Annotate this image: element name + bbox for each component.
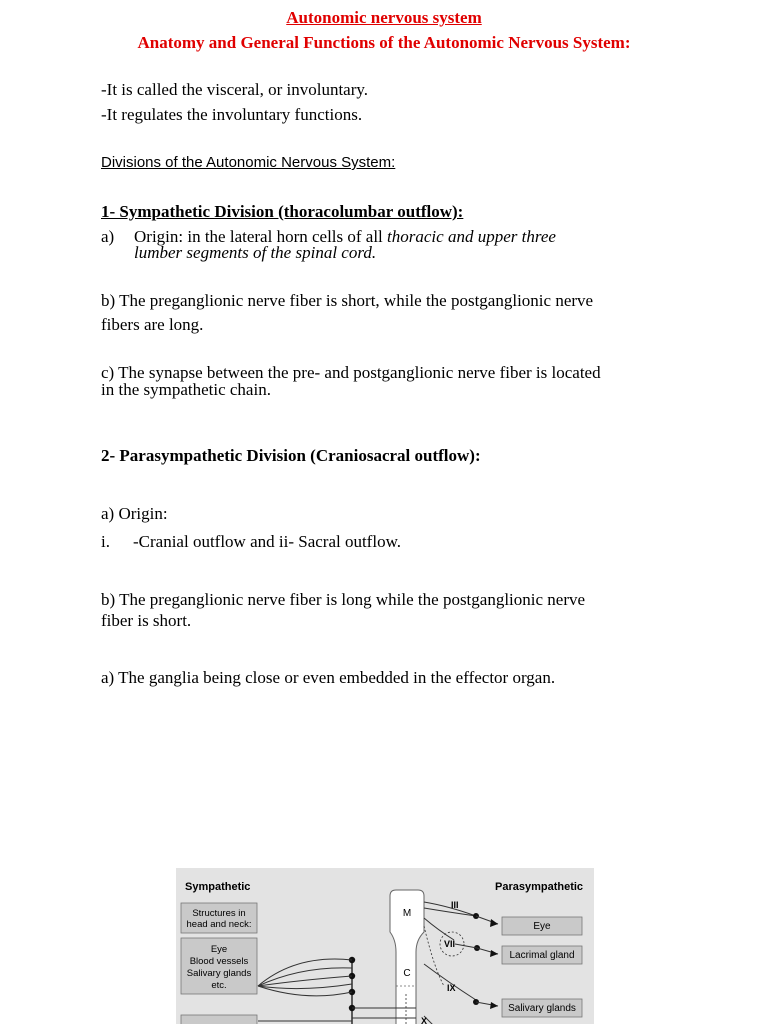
sympathetic-heading: 1- Sympathetic Division (thoracolumbar outflow):: [101, 202, 464, 221]
parasympathetic-i-text: -Cranial outflow and ii- Sacral outflow.: [133, 532, 401, 551]
parasympathetic-a-origin: a) Origin:: [101, 504, 168, 523]
nerve-iii-label: III: [451, 900, 459, 910]
nerve-x-label: X: [421, 1016, 428, 1024]
sympathetic-a-italic-2: lumber segments of the spinal cord.: [134, 243, 377, 262]
sympathetic-a-label: a): [101, 227, 115, 246]
document-subtitle: Anatomy and General Functions of the Autonomic Nervous System:: [137, 33, 631, 52]
heart-box: [181, 1015, 257, 1024]
symp-fiber-3: [258, 976, 352, 986]
sympathetic-c-line-1: c) The synapse between the pre- and postganglionic nerve fiber is located: [101, 363, 601, 382]
nerve-iii-fiber-b: [424, 908, 476, 916]
eye-target-label: Eye: [533, 921, 551, 932]
nerve-vii-label: VII: [444, 939, 456, 949]
structures-box-line-2: head and neck:: [186, 919, 252, 930]
parasympathetic-ganglia-line: a) The ganglia being close or even embedded in the effector organ.: [101, 668, 556, 687]
targets-box-line-3: Salivary glands: [186, 968, 252, 979]
sympathetic-a-italic-1: thoracic and upper three: [387, 227, 556, 246]
document-title: Autonomic nervous system: [286, 8, 482, 27]
targets-box-line-1: Eye: [210, 944, 228, 955]
diagram-right-title: Parasympathetic: [495, 881, 584, 893]
intro-line-2: -It regulates the involuntary functions.: [101, 105, 363, 124]
lacrimal-target-label: Lacrimal gland: [509, 950, 575, 961]
structures-box-line-1: Structures in: [192, 908, 246, 919]
sympathetic-b-line-1: b) The preganglionic nerve fiber is short, while the postganglionic nerve: [101, 291, 594, 310]
nerve-ix-label: IX: [447, 983, 456, 993]
vii-to-ganglion: [455, 944, 477, 948]
symp-fiber-1: [258, 959, 352, 986]
sympathetic-b-line-2: fibers are long.: [101, 315, 204, 334]
diagram-svg: [176, 868, 594, 1024]
autonomic-diagram: [176, 868, 594, 1024]
lacrimal-arrowhead: [490, 950, 498, 957]
sympathetic-c-line-2: in the sympathetic chain.: [101, 380, 271, 399]
nerve-vii-fiber: [424, 918, 454, 940]
targets-box-line-2: Blood vessels: [189, 956, 249, 967]
parasympathetic-heading: 2- Parasympathetic Division (Craniosacral outflow):: [101, 446, 481, 465]
parasympathetic-b-line-1: b) The preganglionic nerve fiber is long while the postganglionic nerve: [101, 590, 586, 609]
medulla-label: M: [402, 908, 412, 919]
nerve-ix-fiber: [424, 964, 476, 1000]
salivary-target-label: Salivary glands: [508, 1003, 576, 1014]
salivary-arrowhead: [490, 1002, 498, 1009]
diagram-left-title: Sympathetic: [185, 881, 251, 893]
divisions-heading: Divisions of the Autonomic Nervous System:: [101, 154, 396, 171]
targets-box-line-4: etc.: [211, 980, 227, 991]
eye-arrowhead: [490, 919, 498, 927]
cervical-label: C: [403, 968, 411, 979]
sympathetic-a-text: Origin: in the lateral horn cells of all: [134, 227, 383, 246]
intro-line-1: -It is called the visceral, or involuntary.: [101, 80, 369, 99]
symp-fiber-4: [258, 984, 352, 989]
parasympathetic-b-line-2: fiber is short.: [101, 611, 192, 630]
parasympathetic-i-label: i.: [101, 532, 110, 551]
